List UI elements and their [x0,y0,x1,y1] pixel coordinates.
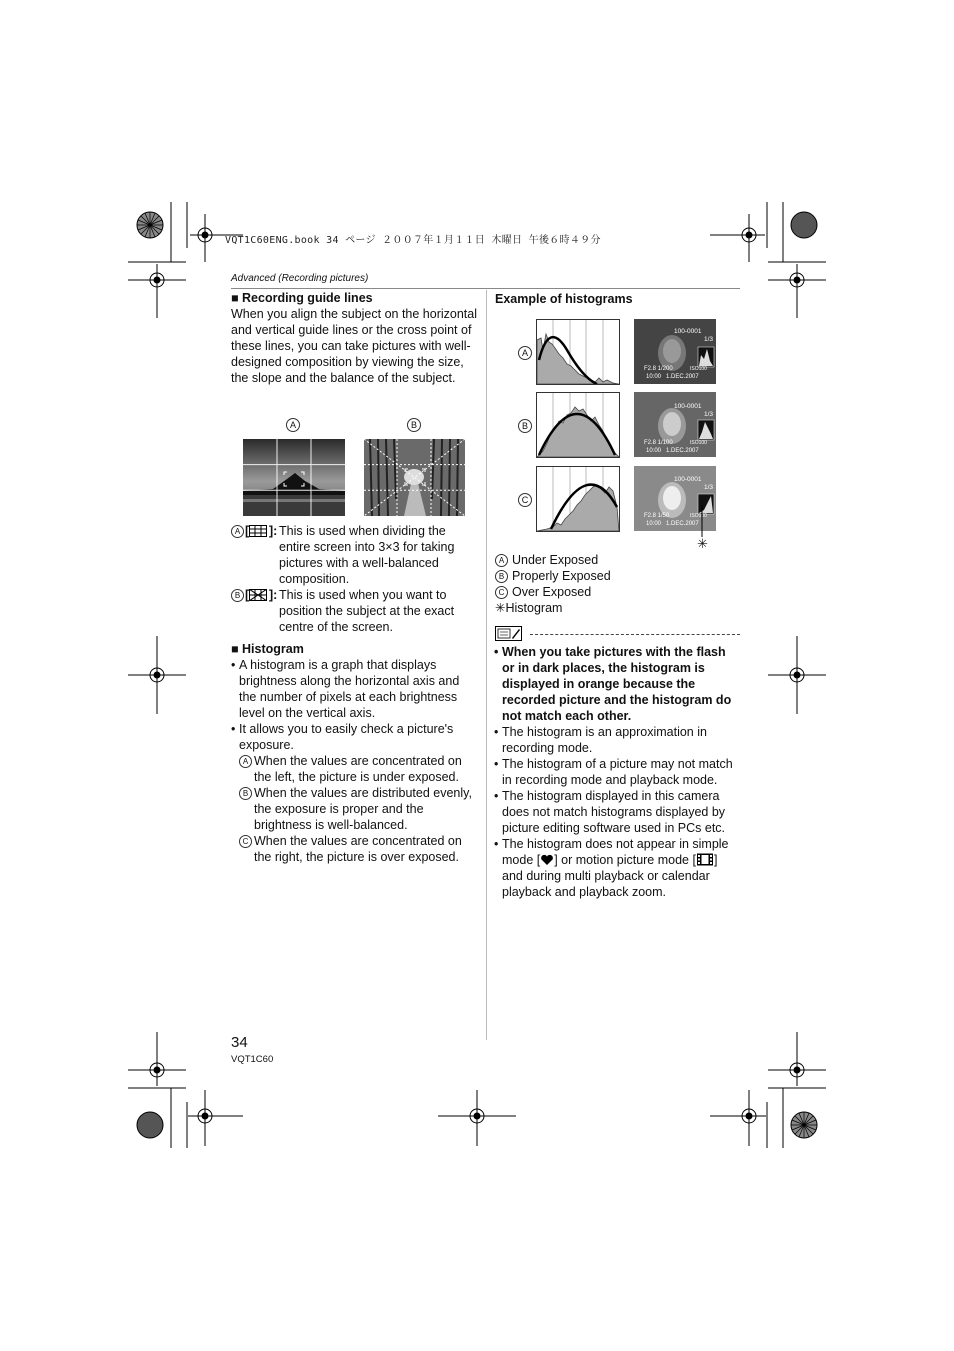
histogram-asterisk: ✳ [697,536,708,551]
row-label-b: B [518,419,532,433]
guide-lines-body: When you align the subject on the horizontal and vertical guide lines or the cross point of these lines, you can take pictures with well-designed composition by viewing the size, the slope and the balance of the subject. [231,307,477,385]
note-1: • The histogram is an approximation in recording mode. [494,724,740,756]
circle-b: B [239,787,252,800]
screen-top: 100-0001 [674,476,702,483]
notes [494,644,740,900]
case-a-text: When the values are concentrated on the left, the picture is under exposed. [254,754,462,784]
guide-item-b [231,587,477,635]
legend-a: A Under Exposed [495,552,740,568]
print-header: VQT1C60ENG.book 34 ページ ２００７年１月１１日 木曜日 午後６時４９分 [225,235,601,246]
circle-c: C [239,835,252,848]
note-dashed-rule [530,634,740,635]
screen-top: 100-0001 [674,403,702,410]
screen-iso: ISO100 [690,366,707,372]
histogram-case-b [231,785,477,833]
column-divider [486,290,487,1040]
circle-b: B [231,589,244,602]
case-b-text: When the values are distributed evenly, the exposure is proper and the brightness is well-balanced. [254,786,472,832]
screen-count: 1/3 [703,484,713,491]
head-rule [231,288,740,289]
label-a [286,416,304,434]
case-c-text: When the values are concentrated on the right, the picture is over exposed. [254,834,462,864]
screen-top: 100-0001 [674,328,702,335]
histogram-section [231,642,477,865]
histogram-over [536,466,620,532]
screen-date: 10:00 1.DEC.2007 [646,374,699,380]
circle-a: A [231,525,244,538]
note-bold: • When you take pictures with the flash or in dark places, the histogram is displayed in orange because the recorded picture and the histogram do not match each other. [494,644,740,724]
left-column [231,291,477,386]
example-title: Example of histograms [495,292,633,306]
screen-date: 10:00 1.DEC.2007 [646,521,699,527]
histogram-bullet-1: • A histogram is a graph that displays brightness along the horizontal axis and the number of pixels at each brightness level on the vertical axis. [231,657,477,721]
mountain-image [243,439,345,516]
guide-item-a [231,523,477,587]
grid-3x3-icon: [ [245,523,267,539]
screen-exposure: F2.8 1/200 [644,366,673,372]
histogram-proper [536,392,620,458]
screen-exposure: F2.8 1/100 [644,440,673,446]
page-number: 34 [231,1034,248,1051]
camera-screen-proper [634,392,716,457]
circle-label-b: B [407,418,421,432]
note-icon [495,626,523,642]
screen-exposure: F2.8 1/50 [644,513,670,519]
histogram-title: ■ Histogram [231,642,304,656]
item-b-text: This is used when you want to position the subject at the exact centre of the screen. [279,588,455,634]
histogram-bullet-2: • It allows you to easily check a picture's exposure. [231,721,477,753]
heart-icon [540,853,554,867]
forest-image [364,439,465,516]
histogram-case-c [231,833,477,865]
note-4: • The histogram does not appear in simple mode [ ] or motion picture mode [ ] and during multi playback or calendar playback and playback zoom. [494,836,740,900]
circle-label-a: A [286,418,300,432]
screen-date: 10:00 1.DEC.2007 [646,448,699,454]
screen-iso: ISO100 [690,513,707,519]
guide-photo-3x3 [243,439,345,516]
screen-iso: ISO100 [690,440,707,446]
item-a-prefix: ]: [269,524,278,538]
guide-photo-center [364,439,465,516]
histogram-legend [495,552,740,616]
note-3: • The histogram displayed in this camera does not match histograms displayed by picture editing software used in PCs etc. [494,788,740,836]
circle-a: A [239,755,252,768]
histogram-case-a [231,753,477,785]
item-a-text: This is used when dividing the entire screen into 3×3 for taking pictures with a well-balanced composition. [279,524,455,586]
row-label-a: A [518,346,532,360]
running-head: Advanced (Recording pictures) [231,273,369,284]
motion-picture-icon [696,853,714,867]
legend-b: B Properly Exposed [495,568,740,584]
note-2: • The histogram of a picture may not match in recording mode and playback mode. [494,756,740,788]
guide-lines-title: ■ Recording guide lines [231,291,373,305]
screen-count: 1/3 [703,336,713,343]
histogram-under [536,319,620,385]
item-b-prefix: ]: [269,588,278,602]
label-b [407,416,425,434]
legend-star: ✳Histogram [495,601,563,615]
grid-diagonal-icon: [ [245,587,267,603]
legend-c: C Over Exposed [495,584,740,600]
document-code: VQT1C60 [231,1054,274,1065]
row-label-c: C [518,493,532,507]
screen-count: 1/3 [703,411,713,418]
histogram-pointer-line [695,505,707,539]
camera-screen-under [634,319,716,384]
